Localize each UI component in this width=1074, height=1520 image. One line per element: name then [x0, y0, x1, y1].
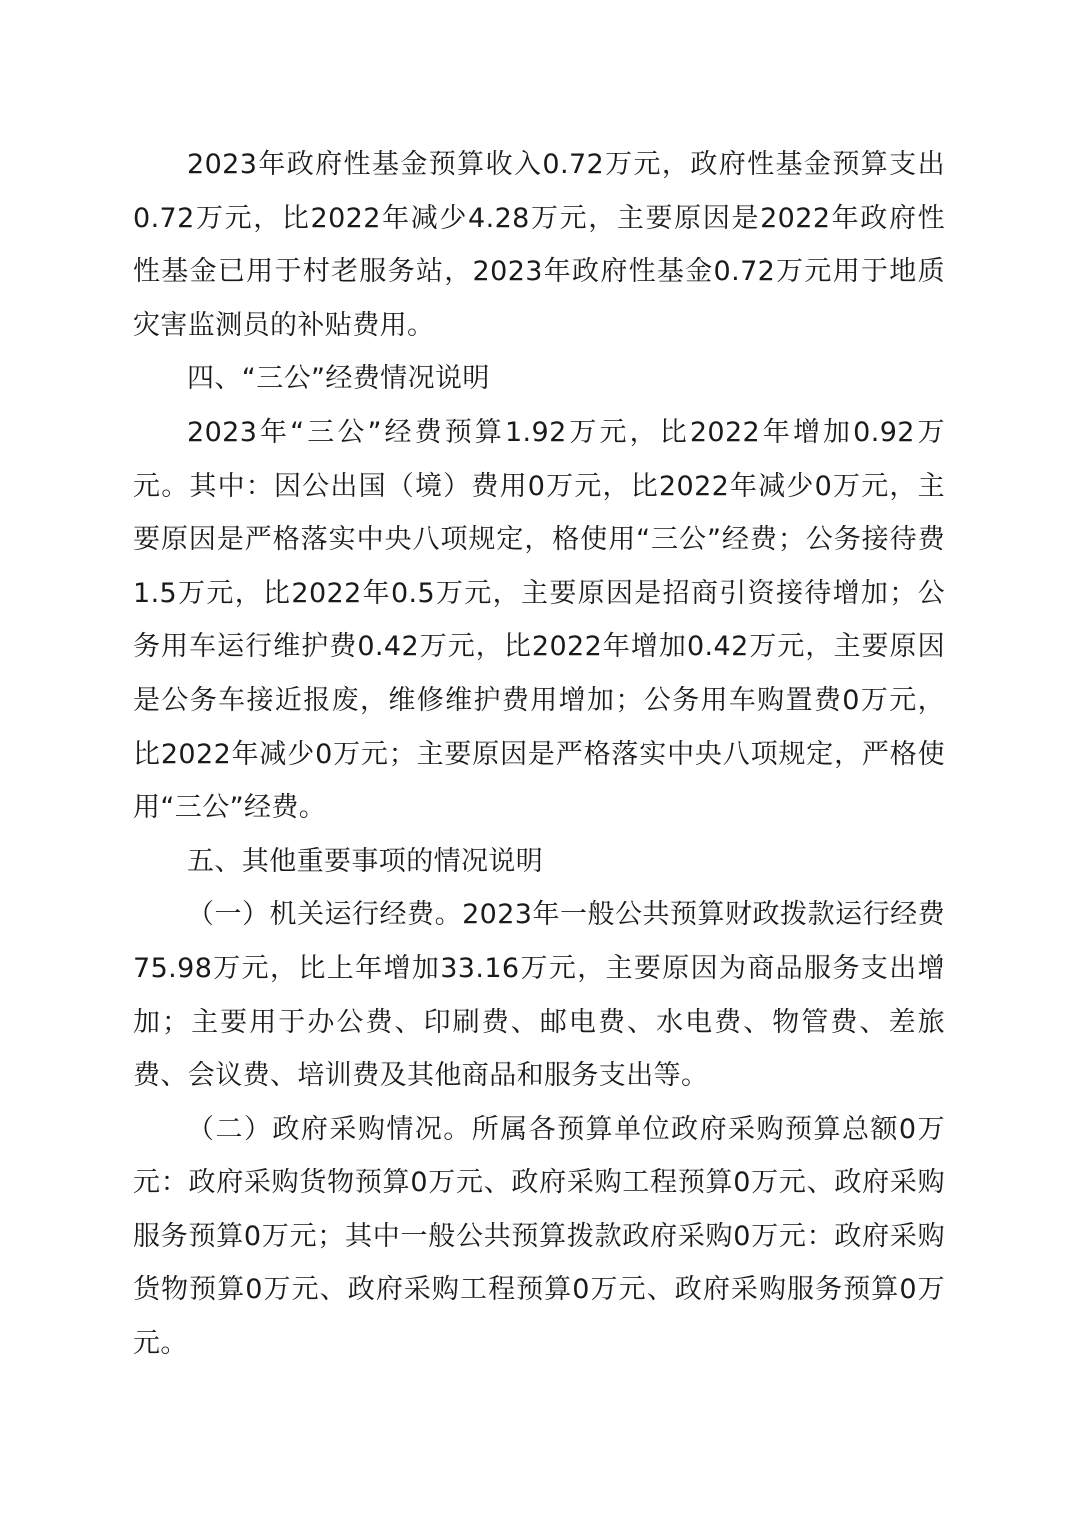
section-heading-three-public-expenses: 四、“三公”经费情况说明: [187, 363, 490, 395]
paragraph-agency-operating-expenses: （一）机关运行经费。2023年一般公共预算财政拨款运行经费75.98万元，比上年增加33.16万元，主要原因为商品服务支出增加；主要用于办公费、印刷费、邮电费、水电费、物管费、差旅费、会议费、培训费及其他商品和服务支出等。: [133, 899, 945, 1092]
paragraph-government-fund-budget: 2023年政府性基金预算收入0.72万元，政府性基金预算支出0.72万元，比2022年减少4.28万元，主要原因是2022年政府性性基金已用于村老服务站，2023年政府性基金0.72万元用于地质灾害监测员的补贴费用。: [133, 149, 945, 341]
section-heading-other-important-matters: 五、其他重要事项的情况说明: [187, 845, 544, 877]
paragraph-three-public-expenses: 2023年“三公”经费预算1.92万元，比2022年增加0.92万元。其中：因公出国（境）费用0万元，比2022年减少0万元，主要原因是严格落实中央八项规定，格使用“三公”经费；公务接待费1.5万元，比2022年0.5万元，主要原因是招商引资接待增加；公务用车运行维护费0.42万元，比2022年增加0.42万元，主要原因是公务车接近报废，维修维护费用增加；公务用车购置费0万元，比2022年减少0万元；主要原因是严格落实中央八项规定，严格使用“三公”经费。: [133, 416, 945, 824]
paragraph-government-procurement: （二）政府采购情况。所属各预算单位政府采购预算总额0万元：政府采购货物预算0万元、政府采购工程预算0万元、政府采购服务预算0万元；其中一般公共预算拨款政府采购0万元：政府采购货物预算0万元、政府采购工程预算0万元、政府采购服务预算0万元。: [133, 1113, 945, 1360]
document-body: [133, 138, 945, 1371]
